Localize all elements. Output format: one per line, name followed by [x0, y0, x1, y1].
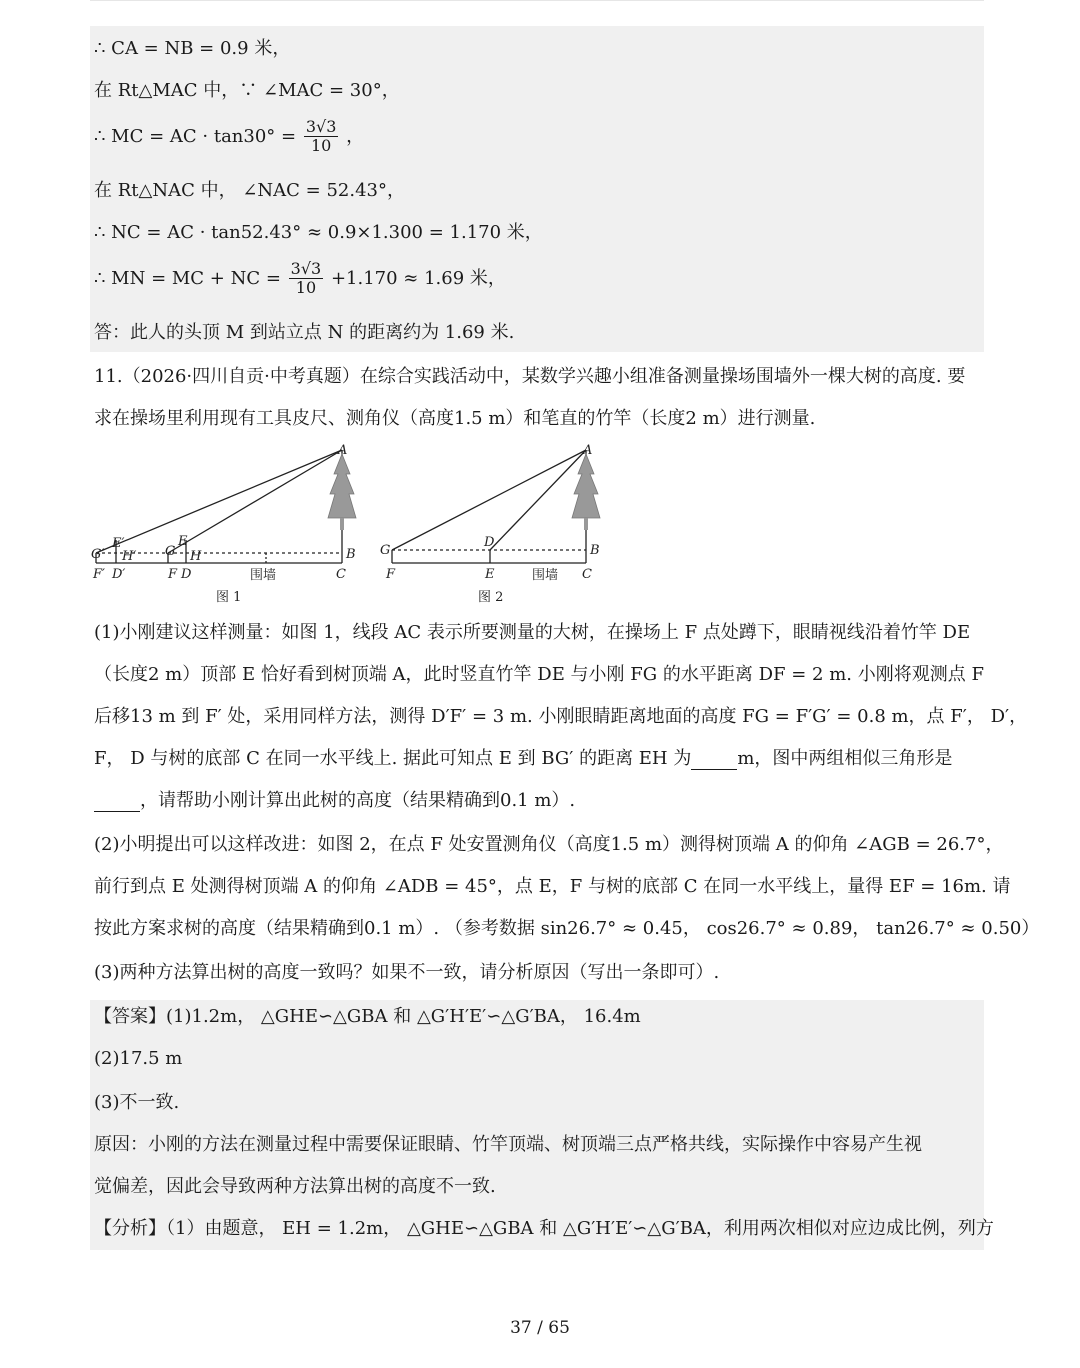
- solution-line-6-prefix: ∴ MN = MC + NC =: [94, 267, 281, 289]
- label-E: E: [178, 534, 188, 549]
- answer-blank: [691, 751, 737, 770]
- solution-line-5: ∴ NC = AC · tan52.43° ≈ 0.9×1.300 = 1.170 米，: [94, 222, 543, 243]
- question-1-line-2: （长度2 m）顶部 E 恰好看到树顶端 A，此时竖直竹竿 DE 与小刚 FG 的水平距离 DF = 2 m. 小刚将观测点 F: [94, 664, 984, 685]
- figure-1-caption: 图 1: [216, 590, 242, 605]
- label-G: G: [380, 543, 391, 558]
- top-divider: [90, 0, 984, 1]
- label-G: G: [165, 544, 176, 559]
- question-1-line-5-text: ，请帮助小刚计算出此树的高度（结果精确到0.1 m）.: [140, 790, 576, 811]
- figure-2-caption: 图 2: [478, 590, 504, 605]
- problem-title-line-2: 求在操场里利用现有工具皮尺、测角仪（高度1.5 m）和笔直的竹竿（长度2 m）进行测量.: [94, 408, 816, 429]
- answer-line-3: (3)不一致.: [94, 1092, 180, 1113]
- answer-line-2: (2)17.5 m: [94, 1048, 183, 1069]
- label-B: B: [590, 543, 600, 558]
- tree-icon: [328, 454, 356, 518]
- answer-reason-line-1: 原因：小刚的方法在测量过程中需要保证眼睛、竹竿顶端、树顶端三点严格共线，实际操作中容易产生视: [94, 1134, 922, 1155]
- question-2-line-1: (2)小明提出可以这样改进：如图 2，在点 F 处安置测角仪（高度1.5 m）测得树顶端 A 的仰角 ∠AGB = 26.7°，: [94, 834, 1004, 855]
- answer-blank: [94, 793, 140, 812]
- label-F: F: [168, 567, 178, 582]
- figure-1: [88, 440, 368, 610]
- label-E1: E′: [112, 536, 125, 551]
- solution-line-3-suffix: ，: [346, 125, 365, 147]
- solution-line-4: 在 Rt△NAC 中， ∠NAC = 52.43°，: [94, 180, 405, 201]
- solution-line-1: ∴ CA = NB = 0.9 米，: [94, 38, 291, 59]
- label-D: D: [484, 535, 495, 550]
- solution-line-3-prefix: ∴ MC = AC · tan30° =: [94, 125, 297, 147]
- question-1-line-3: 后移13 m 到 F′ 处，采用同样方法，测得 D′F′ = 3 m. 小刚眼睛距离地面的高度 FG = F′G′ = 0.8 m，点 F′， D′，: [94, 706, 1028, 727]
- label-G1: G′: [91, 547, 105, 562]
- question-1-line-4-text: F， D 与树的底部 C 在同一水平线上. 据此可知点 E 到 BG′ 的距离 EH 为: [94, 748, 692, 769]
- label-C: C: [336, 567, 346, 582]
- label-C: C: [582, 567, 592, 582]
- question-2-line-3: 按此方案求树的高度（结果精确到0.1 m）. （参考数据 sin26.7° ≈ 0.45， cos26.7° ≈ 0.89， tan26.7° ≈ 0.50）: [94, 918, 1040, 939]
- wall-label: 围墙: [250, 568, 277, 583]
- label-A: A: [583, 443, 593, 458]
- label-H: H: [190, 549, 202, 564]
- question-2-line-2: 前行到点 E 处测得树顶端 A 的仰角 ∠ADB = 45°，点 E，F 与树的底部 C 在同一水平线上，量得 EF = 16m. 请: [94, 876, 1011, 897]
- problem-title-line-1: 11.（2026·四川自贡·中考真题）在综合实践活动中，某数学兴趣小组准备测量操场围墙外一棵大树的高度. 要: [94, 366, 966, 387]
- label-D1: D′: [112, 567, 126, 582]
- solution-conclusion: 答：此人的头顶 M 到站立点 N 的距离约为 1.69 米.: [94, 322, 515, 343]
- fraction: $\frac{3√3}{10}$: [290, 259, 322, 298]
- question-1-line-4: [94, 748, 952, 770]
- question-1-line-5: [94, 790, 575, 812]
- answer-line-1: 【答案】(1)1.2m， △GHE∽△GBA 和 △G′H′E′∽△G′BA， 16.4m: [94, 1006, 641, 1027]
- question-1-line-4-tail: m，图中两组相似三角形是: [737, 748, 953, 769]
- figure-2: [378, 440, 618, 610]
- label-D: D: [181, 567, 192, 582]
- label-B: B: [346, 547, 356, 562]
- page-number: 37 / 65: [510, 1318, 570, 1338]
- solution-line-6-suffix: +1.170 ≈ 1.69 米，: [330, 267, 506, 289]
- label-A: A: [338, 443, 348, 458]
- label-E: E: [485, 567, 495, 582]
- answer-block: [90, 1000, 984, 1250]
- wall-label: 围墙: [532, 568, 559, 583]
- answer-reason-line-2: 觉偏差，因此会导致两种方法算出树的高度不一致.: [94, 1176, 496, 1197]
- analysis-line-1: 【分析】（1）由题意， EH = 1.2m， △GHE∽△GBA 和 △G′H′E′∽△G′BA，利用两次相似对应边成比例，列方: [94, 1218, 994, 1239]
- question-3: (3)两种方法算出树的高度一致吗？如果不一致，请分析原因（写出一条即可）.: [94, 962, 720, 983]
- solution-line-3: [94, 118, 364, 156]
- solution-line-2: 在 Rt△MAC 中，∵ ∠MAC = 30°，: [94, 80, 400, 101]
- label-F1: F′: [93, 567, 105, 582]
- tree-icon: [572, 454, 600, 518]
- label-H1: H′: [122, 549, 137, 564]
- label-F: F: [386, 567, 396, 582]
- fraction: $\frac{3√3}{10}$: [305, 117, 337, 156]
- solution-line-6: [94, 260, 506, 298]
- question-1-line-1: (1)小刚建议这样测量：如图 1，线段 AC 表示所要测量的大树，在操场上 F 点处蹲下，眼睛视线沿着竹竿 DE: [94, 622, 971, 643]
